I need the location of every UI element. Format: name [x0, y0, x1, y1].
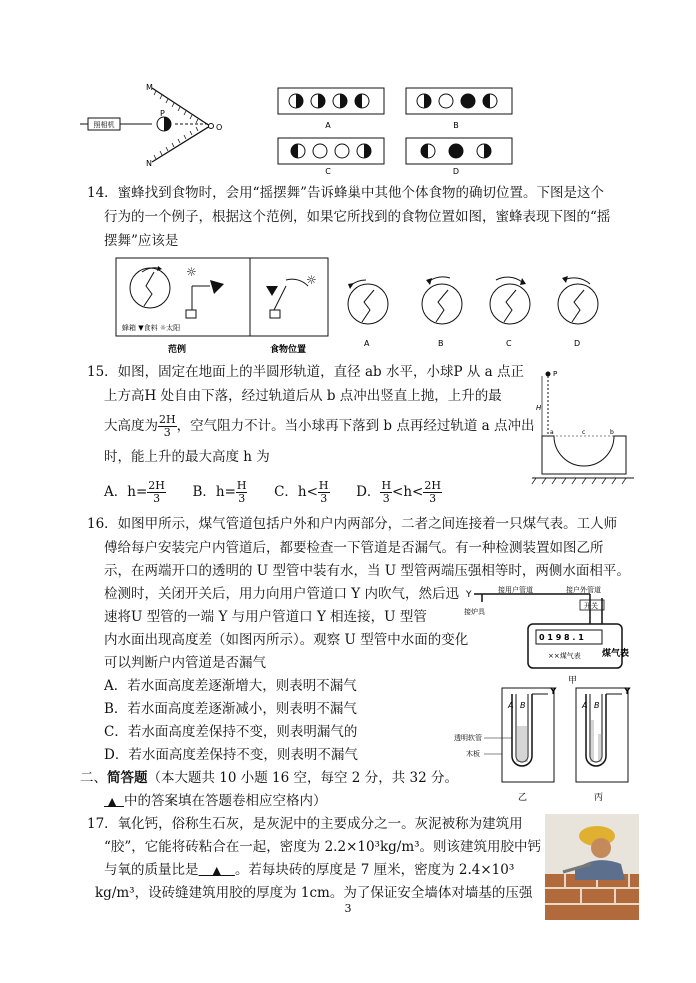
q15-line2: 上方高H 处自由下落，经过轨道后从 b 点冲出竖直上抛，上升的最 [104, 388, 502, 404]
q16-option-d: D．若水面高度差保持不变，则表明不漏气 [104, 747, 358, 763]
svg-text:H: H [536, 404, 542, 412]
svg-text:C: C [325, 167, 331, 176]
q15-options [104, 480, 442, 505]
svg-text:范例: 范例 [168, 345, 187, 355]
q16-line1: 16．如图甲所示，煤气管道包括户外和户内两部分，二者之间连接着一只煤气表。工人师 [87, 516, 618, 532]
svg-text:D: D [452, 167, 460, 176]
svg-text:☼: ☼ [306, 273, 317, 287]
svg-text:B: B [520, 701, 526, 710]
q16-option-c: C．若水面高度差保持不变，则表明漏气的 [104, 724, 358, 740]
q15-option-b: B．h= $\frac{H}{3}$ [192, 479, 247, 505]
svg-text:接用户管道: 接用户管道 [498, 586, 533, 594]
svg-text:b: b [610, 429, 614, 436]
q14-line1: 14．蜜蜂找到食物时，会用“摇摆舞”告诉蜂巢中其他个体食物的确切位置。下图是这个 [87, 185, 604, 201]
svg-text:B: B [594, 701, 600, 710]
svg-text:乙: 乙 [518, 793, 528, 803]
q15-option-c: C．h< $\frac{H}{3}$ [274, 479, 329, 505]
svg-text:☼: ☼ [186, 265, 197, 279]
svg-text:透明软管: 透明软管 [454, 734, 482, 742]
q14-dance-figure [112, 256, 602, 358]
svg-text:接户外管道: 接户外管道 [566, 586, 601, 594]
q16-option-b: B．若水面高度差逐渐减小，则表明不漏气 [104, 701, 357, 717]
svg-text:木板: 木板 [466, 750, 480, 758]
q16-option-a: A．若水面高度差逐渐增大，则表明不漏气 [104, 678, 357, 694]
answer-blank: ▲ [198, 864, 235, 877]
q16-line7: 可以判断户内管道是否漏气 [104, 655, 266, 671]
page-number: 3 [344, 902, 352, 915]
fraction-2h-over-3: $\frac{2H}{3}$ [159, 413, 176, 439]
svg-text:××煤气表: ××煤气表 [548, 652, 581, 660]
q16-line2: 傅给每户安装完户内管道后，都要检查一下管道是否漏气。有一种检测装置如图乙所 [104, 540, 604, 556]
q16-line3: 示，在两端开口的透明的 U 型管中装有水，当 U 型管两端压强相等时，两侧水面相平。 [104, 563, 630, 579]
svg-text:P: P [160, 109, 165, 118]
q15-line3: 大高度为 $\frac{2H}{3}$ ，空气阻力不计。当小球再下落到 b 点再经过轨道 a 点冲出 [104, 413, 535, 439]
q15-track-figure [528, 366, 638, 490]
q16-gas-meter-figure [462, 584, 640, 688]
q17-line3: 与氧的质量比是 ▲ 。若每块砖的厚度是 7 厘米，密度为 2.4×10³ [104, 862, 515, 878]
svg-text:C: C [506, 339, 512, 348]
section2-note: ▲ 中的答案填在答题卷相应空格内） [104, 793, 327, 809]
svg-text:丙: 丙 [594, 793, 604, 803]
camera-label: 照相机 [93, 121, 115, 129]
svg-text:a: a [550, 429, 554, 436]
svg-text:B: B [438, 339, 444, 348]
svg-text:0 1 9 8 . 1: 0 1 9 8 . 1 [539, 633, 584, 642]
svg-text:开关: 开关 [584, 602, 598, 610]
svg-text:A: A [582, 701, 588, 710]
q15-line4: 时，能上升的最大高度 h 为 [104, 449, 270, 465]
q17-line1: 17．氧化钙，俗称生石灰，是灰泥中的主要成分之一。灰泥被称为建筑用 [87, 816, 523, 832]
q16-line6: 内水面出现高度差（如图丙所示）。观察 U 型管中水面的变化 [104, 632, 469, 648]
q15-line1: 15．如图，固定在地面上的半圆形轨道，直径 ab 水平，小球P 从 a 点正 [87, 364, 524, 380]
q16-u-tube-figure [454, 686, 640, 806]
answer-blank-marker: ▲ [104, 795, 124, 808]
svg-text:Y: Y [550, 687, 557, 697]
svg-text:B: B [453, 121, 459, 130]
svg-text:O: O [216, 123, 223, 132]
q15-option-a: A．h= $\frac{2H}{3}$ [104, 479, 165, 505]
svg-text:A: A [325, 121, 331, 130]
q17-line2: “胶”，它能将砖粘合在一起，密度为 2.2×10³kg/m³。则该建筑用胶中钙 [104, 839, 542, 855]
q15-option-d: D． $\frac{H}{3}$ <h< $\frac{2H}{3}$ [356, 479, 441, 505]
svg-text:甲: 甲 [568, 676, 578, 686]
svg-text:A: A [508, 701, 514, 710]
q13-option-figures [270, 84, 540, 176]
q14-line2: 行为的一个例子，根据这个范例，如果它所找到的食物位置如图，蜜蜂表现下图的“摇 [104, 209, 611, 225]
q17-line4: kg/m³，设砖缝建筑用胶的厚度为 1cm。为了保证安全墙体对墙基的压强 [95, 885, 533, 901]
svg-text:D: D [574, 339, 581, 348]
q16-line4: 检测时，关闭开关后，用力向用户管道口 Y 内吹气，然后迅 [104, 586, 459, 602]
svg-text:煤气表: 煤气表 [602, 649, 630, 659]
svg-text:P: P [553, 370, 558, 378]
q16-line5: 速将U 型管的一端 Y 与用户管道口 Y 相连接，U 型管 [104, 609, 427, 625]
svg-text:N: N [146, 159, 152, 168]
svg-text:Y: Y [466, 590, 472, 600]
section2-title: 二、简答题（本大题共 10 小题 16 空，每空 2 分，共 32 分。 [80, 770, 458, 786]
svg-text:食物位置: 食物位置 [270, 345, 307, 355]
svg-text:c: c [582, 429, 586, 436]
svg-text:M: M [146, 83, 153, 92]
q13-mirror-figure [80, 80, 230, 170]
svg-text:接炉具: 接炉具 [464, 608, 485, 616]
svg-text:Y: Y [624, 687, 631, 697]
q14-line3: 摆舞”应该是 [104, 233, 179, 249]
svg-text:A: A [364, 339, 370, 348]
q14-legend: 蜂箱 ▼食料 ☼太阳 [122, 324, 181, 332]
